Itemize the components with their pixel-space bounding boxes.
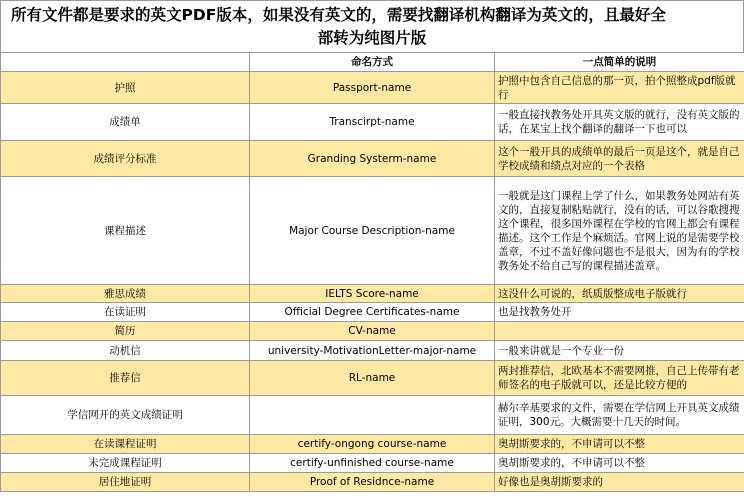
document-cell: 课程描述 [1, 177, 250, 285]
note-cell: 这个一般开具的成绩单的最后一页是这个，就是自己学校成绩和绩点对应的一个表格 [495, 141, 744, 177]
document-cell: 成绩评分标准 [1, 141, 250, 177]
header-cell-note: 一点简单的说明 [495, 53, 744, 72]
table-row [1, 435, 744, 454]
document-cell: 动机信 [1, 341, 250, 361]
header-cell-naming: 命名方式 [250, 53, 495, 72]
table-row [1, 104, 744, 141]
document-cell: 护照 [1, 72, 250, 104]
title-line-1: 所有文件都是要求的英文PDF版本，如果没有英文的，需要找翻译机构翻译为英文的，且最好全 [11, 6, 666, 24]
requirements-table [0, 52, 744, 492]
naming-cell: Official Degree Certificates-name [250, 303, 495, 322]
table-row [1, 341, 744, 361]
document-cell: 推荐信 [1, 361, 250, 396]
page-title [0, 0, 744, 52]
naming-cell: university-MotivationLetter-major-name [250, 341, 495, 361]
document-cell: 未完成课程证明 [1, 454, 250, 473]
table-row [1, 177, 744, 285]
note-cell [495, 322, 744, 341]
note-cell: 一般直接找教务处开具英文版的就行，没有英文版的话，在某宝上找个翻译的翻译一下也可以 [495, 104, 744, 141]
document-cell: 在读证明 [1, 303, 250, 322]
document-cell: 在读课程证明 [1, 435, 250, 454]
table-row [1, 285, 744, 303]
note-cell: 奥胡斯要求的，不申请可以不整 [495, 454, 744, 473]
note-cell: 两封推荐信，北欧基本不需要网推，自己上传带有老师签名的电子版就可以，还是比较方便的 [495, 361, 744, 396]
note-cell: 赫尔辛基要求的文件，需要在学信网上开具英文成绩证明，300元。大概需要十几天的时间。 [495, 396, 744, 435]
naming-cell: certify-unfinished course-name [250, 454, 495, 473]
naming-cell: Major Course Description-name [250, 177, 495, 285]
document-cell: 简历 [1, 322, 250, 341]
naming-cell: CV-name [250, 322, 495, 341]
document-cell: 雅思成绩 [1, 285, 250, 303]
table-row [1, 72, 744, 104]
naming-cell: Proof of Residnce-name [250, 473, 495, 492]
table-row [1, 361, 744, 396]
table-row [1, 396, 744, 435]
note-cell: 奥胡斯要求的，不申请可以不整 [495, 435, 744, 454]
title-line-2: 部转为纯图片版 [317, 29, 427, 47]
naming-cell: RL-name [250, 361, 495, 396]
note-cell: 护照中包含自己信息的那一页，拍个照整成pdf版就行 [495, 72, 744, 104]
table-row [1, 454, 744, 473]
note-cell: 好像也是奥胡斯要求的 [495, 473, 744, 492]
document-cell: 学信网开的英文成绩证明 [1, 396, 250, 435]
table-row [1, 141, 744, 177]
document-cell: 成绩单 [1, 104, 250, 141]
document-cell: 居住地证明 [1, 473, 250, 492]
table-row [1, 473, 744, 492]
note-cell: 一般就是这门课程上学了什么，如果教务处网站有英文的，直接复制粘贴就行，没有的话，可以谷歌搜搜这个课程，很多国外课程在学校的官网上都会有课程描述。这个工作是个麻烦活。官网上说的是需要学校盖章，不过不盖好像问题也不是很大，因为有的学校教务处不给自己写的课程描述盖章。 [495, 177, 744, 285]
naming-cell: Granding Systerm-name [250, 141, 495, 177]
table-header-row [1, 53, 744, 72]
naming-cell: Passport-name [250, 72, 495, 104]
table-row [1, 322, 744, 341]
naming-cell: IELTS Score-name [250, 285, 495, 303]
naming-cell: certify-ongong course-name [250, 435, 495, 454]
note-cell: 一般来讲就是一个专业一份 [495, 341, 744, 361]
note-cell: 也是找教务处开 [495, 303, 744, 322]
header-cell-document [1, 53, 250, 72]
table-row [1, 303, 744, 322]
naming-cell: Transcirpt-name [250, 104, 495, 141]
naming-cell [250, 396, 495, 435]
note-cell: 这没什么可说的，纸质版整成电子版就行 [495, 285, 744, 303]
